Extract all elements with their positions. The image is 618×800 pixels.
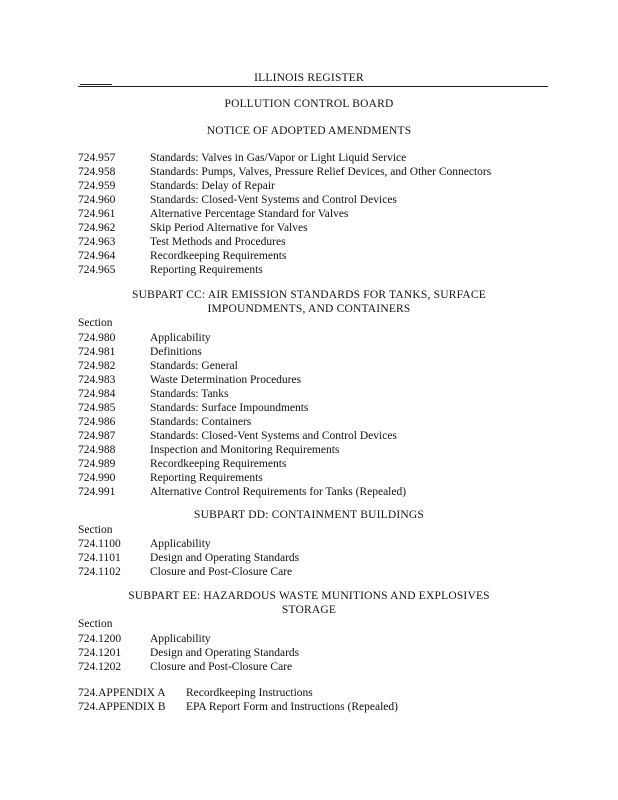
section-number: 724.990: [78, 472, 116, 484]
section-title: Definitions: [150, 346, 202, 358]
section-number: 724.1202: [78, 661, 122, 673]
section-number: 724.958: [78, 166, 116, 178]
board-title: POLLUTION CONTROL BOARD: [224, 98, 394, 110]
section-title: Closure and Post-Closure Care: [150, 566, 293, 578]
section-number: 724.982: [78, 360, 116, 372]
section-title: Reporting Requirements: [150, 264, 263, 276]
appendix-title: EPA Report Form and Instructions (Repealed): [186, 701, 398, 713]
appendix-title: Recordkeeping Instructions: [186, 687, 313, 699]
section-number: 724.983: [78, 374, 116, 386]
section-title: Standards: Valves in Gas/Vapor or Light Liquid Service: [150, 152, 407, 164]
section-label: Section: [78, 317, 113, 329]
subpart-ee-heading-cont: STORAGE: [281, 604, 337, 616]
section-number: 724.957: [78, 152, 116, 164]
section-number: 724.1101: [78, 552, 121, 564]
section-title: Alternative Percentage Standard for Valves: [150, 208, 349, 220]
section-number: 724.980: [78, 332, 116, 344]
section-title: Standards: General: [150, 360, 238, 372]
section-label: Section: [78, 618, 113, 630]
section-title: Inspection and Monitoring Requirements: [150, 444, 340, 456]
section-number: 724.964: [78, 250, 116, 262]
section-title: Design and Operating Standards: [150, 552, 300, 564]
subpart-cc-heading: SUBPART CC: AIR EMISSION STANDARDS FOR TANKS, SURFACE: [131, 289, 486, 301]
header-left-mark: [80, 84, 112, 85]
section-number: 724.986: [78, 416, 116, 428]
section-number: 724.963: [78, 236, 116, 248]
section-number: 724.960: [78, 194, 116, 206]
section-number: 724.1201: [78, 647, 122, 659]
section-number: 724.987: [78, 430, 116, 442]
notice-title: NOTICE OF ADOPTED AMENDMENTS: [206, 125, 412, 137]
section-number: 724.1100: [78, 538, 121, 550]
section-title: Applicability: [150, 538, 211, 550]
section-title: Recordkeeping Requirements: [150, 250, 287, 262]
section-title: Waste Determination Procedures: [150, 374, 302, 386]
section-title: Standards: Delay of Repair: [150, 180, 275, 192]
subpart-ee-heading: SUBPART EE: HAZARDOUS WASTE MUNITIONS AND EXPLOSIVES: [128, 590, 490, 602]
section-title: Standards: Closed-Vent Systems and Control Devices: [150, 194, 397, 206]
section-number: 724.1102: [78, 566, 121, 578]
section-title: Applicability: [150, 633, 211, 645]
section-number: 724.985: [78, 402, 116, 414]
section-title: Reporting Requirements: [150, 472, 263, 484]
section-title: Alternative Control Requirements for Tanks (Repealed): [150, 486, 407, 498]
section-number: 724.988: [78, 444, 116, 456]
section-number: 724.991: [78, 486, 116, 498]
section-title: Standards: Tanks: [150, 388, 229, 400]
section-title: Standards: Containers: [150, 416, 252, 428]
section-title: Test Methods and Procedures: [150, 236, 286, 248]
section-title: Design and Operating Standards: [150, 647, 300, 659]
subpart-dd-heading: SUBPART DD: CONTAINMENT BUILDINGS: [193, 509, 424, 521]
header-rule: [78, 86, 548, 87]
section-number: 724.965: [78, 264, 116, 276]
section-title: Standards: Closed-Vent Systems and Control Devices: [150, 430, 397, 442]
section-number: 724.989: [78, 458, 116, 470]
appendix-number: 724.APPENDIX A: [78, 687, 166, 699]
section-number: 724.959: [78, 180, 116, 192]
section-number: 724.961: [78, 208, 116, 220]
section-title: Standards: Pumps, Valves, Pressure Relief Devices, and Other Connectors: [150, 166, 492, 178]
section-number: 724.1200: [78, 633, 122, 645]
section-title: Skip Period Alternative for Valves: [150, 222, 308, 234]
section-title: Recordkeeping Requirements: [150, 458, 287, 470]
section-title: Closure and Post-Closure Care: [150, 661, 293, 673]
section-number: 724.962: [78, 222, 116, 234]
section-number: 724.984: [78, 388, 116, 400]
register-title: ILLINOIS REGISTER: [254, 72, 364, 84]
section-number: 724.981: [78, 346, 116, 358]
section-title: Standards: Surface Impoundments: [150, 402, 309, 414]
appendix-number: 724.APPENDIX B: [78, 701, 166, 713]
subpart-cc-heading-cont: IMPOUNDMENTS, AND CONTAINERS: [207, 303, 411, 315]
section-label: Section: [78, 524, 113, 536]
section-title: Applicability: [150, 332, 211, 344]
